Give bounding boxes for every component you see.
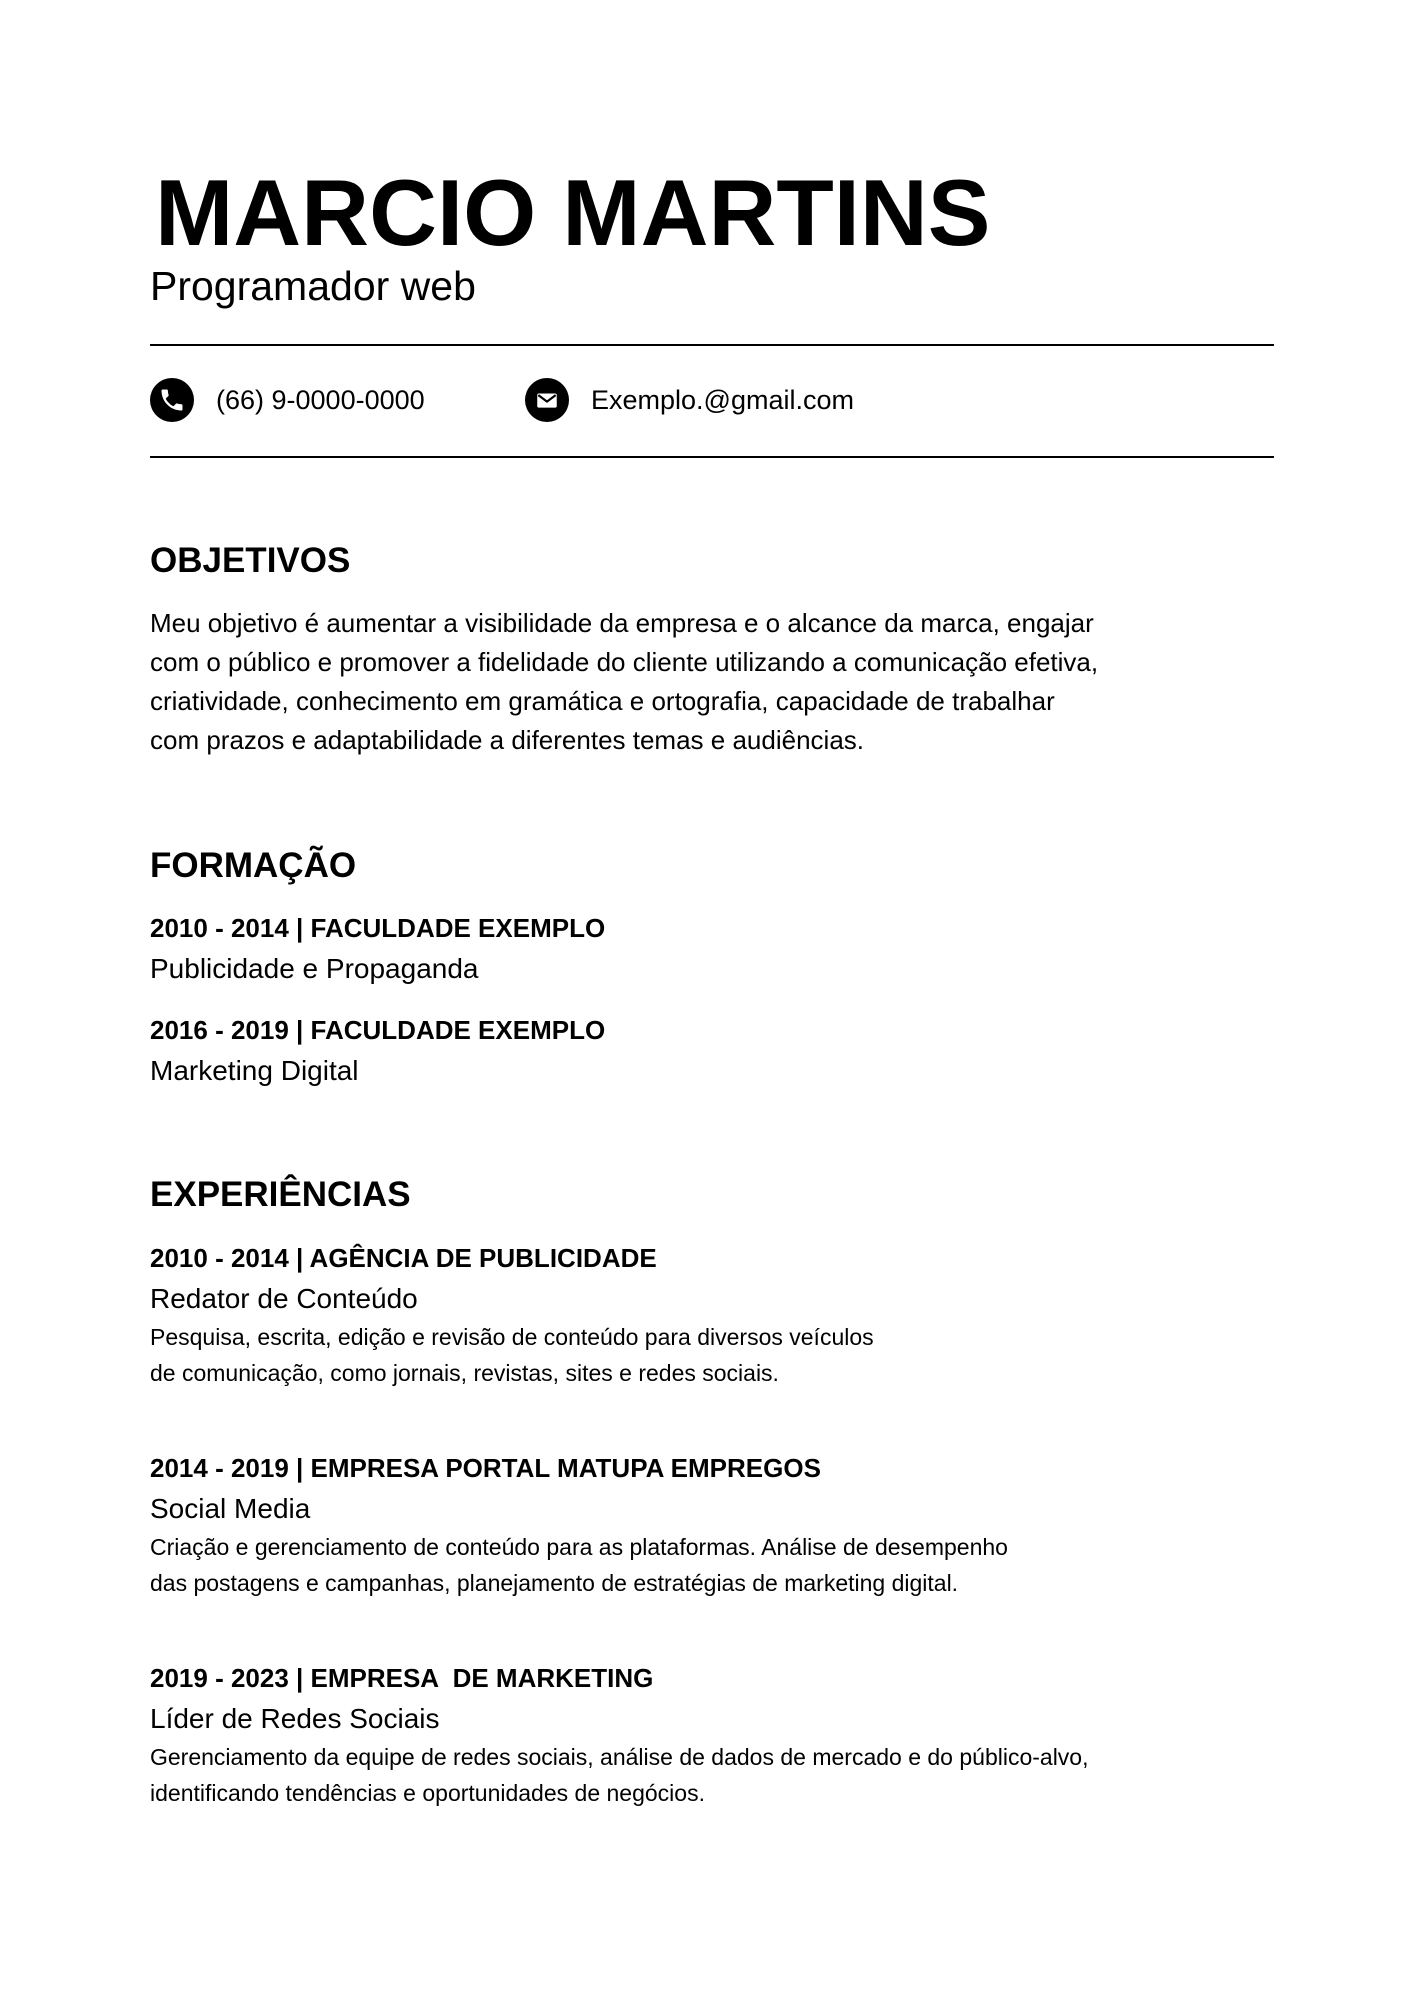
- experience-title: EXPERIÊNCIAS: [150, 1175, 411, 1214]
- education-heading: 2010 - 2014 | FACULDADE EXEMPLO: [150, 913, 606, 943]
- education-course: Marketing Digital: [150, 1055, 359, 1086]
- experience-heading: 2014 - 2019 | EMPRESA PORTAL MATUPA EMPREGOS: [150, 1453, 821, 1483]
- phone-icon: [150, 378, 194, 422]
- email-icon: [525, 378, 569, 422]
- experience-description-line: de comunicação, como jornais, revistas, sites e redes sociais.: [150, 1360, 779, 1386]
- objectives-line: Meu objetivo é aumentar a visibilidade da empresa e o alcance da marca, engajar: [150, 608, 1094, 638]
- objectives-line: com prazos e adaptabilidade a diferentes temas e audiências.: [150, 725, 864, 755]
- experience-description-line: Gerenciamento da equipe de redes sociais, análise de dados de mercado e do público-alvo,: [150, 1744, 1089, 1770]
- experience-role: Redator de Conteúdo: [150, 1283, 418, 1314]
- experience-description-line: das postagens e campanhas, planejamento de estratégias de marketing digital.: [150, 1570, 959, 1596]
- education-title: FORMAÇÃO: [150, 846, 357, 885]
- email-address: Exemplo.@gmail.com: [591, 385, 854, 415]
- objectives-line: com o público e promover a fidelidade do cliente utilizando a comunicação efetiva,: [150, 647, 1099, 677]
- candidate-role: Programador web: [150, 263, 476, 309]
- phone-number: (66) 9-0000-0000: [216, 385, 425, 415]
- experience-heading: 2010 - 2014 | AGÊNCIA DE PUBLICIDADE: [150, 1243, 657, 1273]
- objectives-title: OBJETIVOS: [150, 541, 351, 580]
- objectives-line: criatividade, conhecimento em gramática e ortografia, capacidade de trabalhar: [150, 686, 1055, 716]
- experience-description-line: Pesquisa, escrita, edição e revisão de conteúdo para diversos veículos: [150, 1324, 874, 1350]
- contact-bottom-divider: [150, 456, 1274, 458]
- experience-heading: 2019 - 2023 | EMPRESA DE MARKETING: [150, 1663, 654, 1693]
- experience-description-line: Criação e gerenciamento de conteúdo para as plataformas. Análise de desempenho: [150, 1534, 1008, 1560]
- education-heading: 2016 - 2019 | FACULDADE EXEMPLO: [150, 1015, 606, 1045]
- contact-top-divider: [150, 344, 1274, 346]
- education-course: Publicidade e Propaganda: [150, 953, 479, 984]
- email-contact: [525, 377, 854, 423]
- experience-role: Líder de Redes Sociais: [150, 1703, 440, 1734]
- phone-contact: [150, 377, 425, 423]
- objectives-paragraph: [150, 604, 1274, 760]
- candidate-name: MARCIO MARTINS: [155, 160, 991, 265]
- experience-description-line: identificando tendências e oportunidades de negócios.: [150, 1780, 705, 1806]
- experience-role: Social Media: [150, 1493, 311, 1524]
